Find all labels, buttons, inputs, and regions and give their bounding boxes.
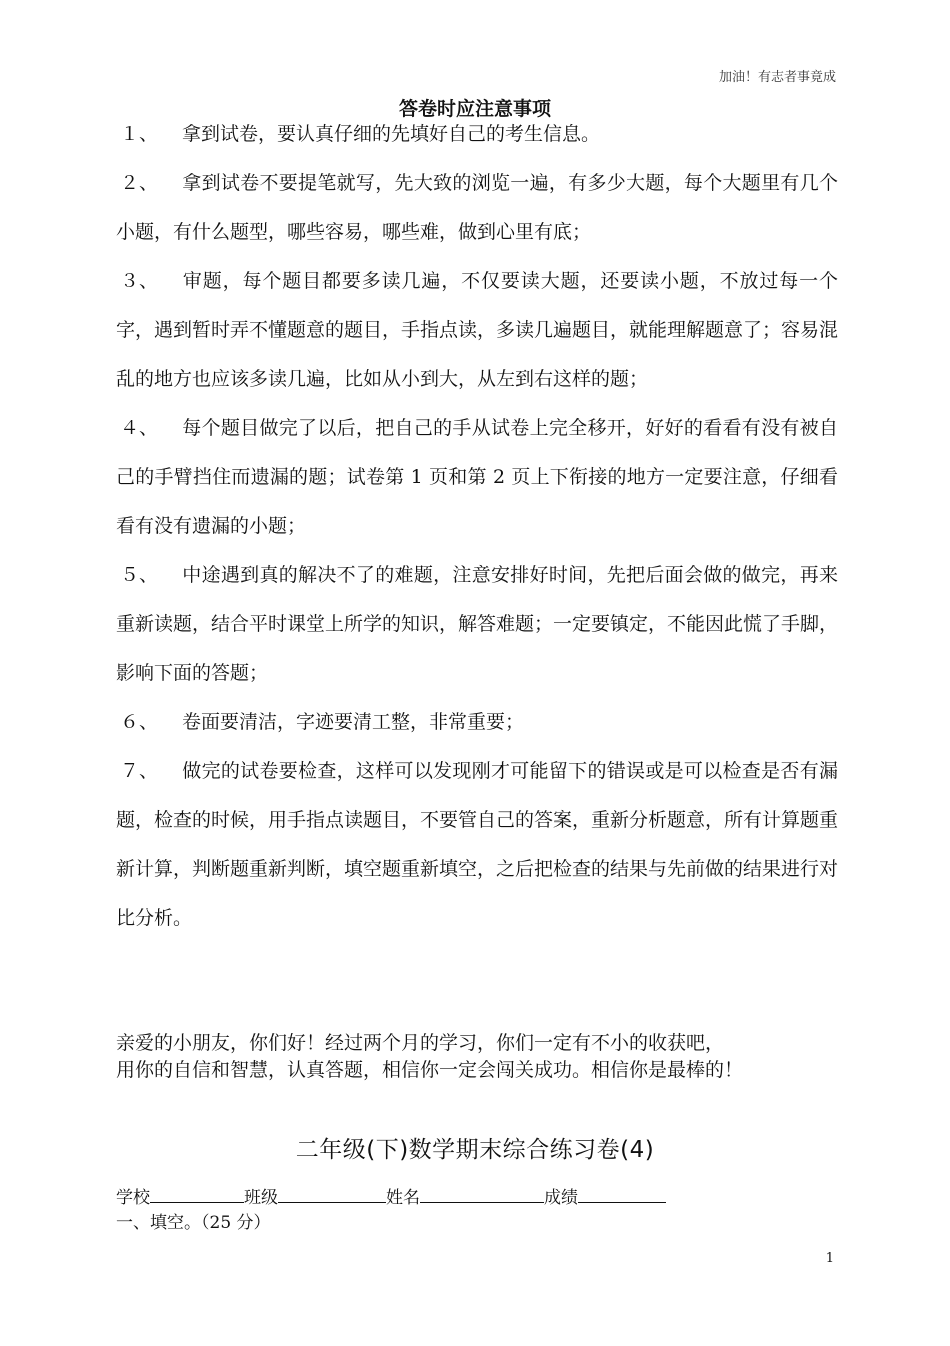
notice-item — [116, 551, 838, 698]
item-text: 每个题目做完了以后，把自己的手从试卷上完全移开，好好的看看有没有被自己的手臂挡住而遗漏的题；试卷第 1 页和第 2 页上下衔接的地方一定要注意，仔细看看有没有遗漏的小题； — [116, 417, 838, 537]
item-number: ４、 — [120, 417, 159, 439]
notice-item — [116, 159, 838, 257]
item-number: ２、 — [120, 172, 159, 194]
class-label: 班级 — [244, 1188, 278, 1208]
score-blank[interactable] — [578, 1186, 666, 1203]
name-blank[interactable] — [420, 1186, 544, 1203]
score-label: 成绩 — [544, 1188, 578, 1208]
item-text: 审题，每个题目都要多读几遍，不仅要读大题，还要读小题，不放过每一个字，遇到暂时弄不懂题意的题目，手指点读，多读几遍题目，就能理解题意了；容易混乱的地方也应该多读几遍，比如从小到大，从左到右这样的题； — [116, 270, 839, 390]
greeting-line: 用你的自信和智慧，认真答题，相信你一定会闯关成功。相信你是最棒的！ — [116, 1059, 744, 1081]
page-number: 1 — [825, 1251, 834, 1266]
school-blank[interactable] — [150, 1186, 244, 1203]
item-number: ７、 — [120, 760, 159, 782]
item-number: １、 — [120, 123, 159, 145]
section-heading: 一、填空。（25 分） — [116, 1213, 271, 1233]
notice-list — [116, 110, 838, 943]
exam-title: 二年级(下)数学期末综合练习卷(4) — [295, 1137, 655, 1163]
item-text: 做完的试卷要检查，这样可以发现刚才可能留下的错误或是可以检查是否有漏题，检查的时候，用手指点读题目，不要管自己的答案，重新分析题意，所有计算题重新计算，判断题重新判断，填空题重新填空，之后把检查的结果与先前做的结果进行对比分析。 — [116, 760, 839, 929]
notice-item — [116, 404, 838, 551]
item-text: 拿到试卷，要认真仔细的先填好自己的考生信息。 — [182, 123, 601, 145]
notice-item — [116, 698, 838, 747]
name-label: 姓名 — [386, 1188, 420, 1208]
notice-item — [116, 747, 838, 943]
notice-item — [116, 110, 838, 159]
item-text: 卷面要清洁，字迹要清工整，非常重要； — [182, 711, 525, 733]
notice-item — [116, 257, 838, 404]
item-number: ５、 — [120, 564, 159, 586]
school-label: 学校 — [116, 1188, 150, 1208]
notice-title: 答卷时应注意事项 — [398, 98, 551, 120]
class-blank[interactable] — [278, 1186, 386, 1203]
greeting-paragraph — [116, 1030, 846, 1084]
item-number: ６、 — [120, 711, 159, 733]
item-text: 拿到试卷不要提笔就写，先大致的浏览一遍，有多少大题，每个大题里有几个小题，有什么题型，哪些容易，哪些难，做到心里有底； — [116, 172, 838, 243]
item-number: ３、 — [120, 270, 159, 292]
greeting-line: 亲爱的小朋友，你们好！经过两个月的学习，你们一定有不小的收获吧， — [116, 1032, 725, 1054]
header-motto: 加油！有志者事竟成 — [718, 70, 836, 85]
item-text: 中途遇到真的解决不了的难题，注意安排好时间，先把后面会做的做完，再来重新读题，结合平时课堂上所学的知识，解答难题；一定要镇定，不能因此慌了手脚，影响下面的答题； — [116, 564, 839, 684]
student-info-line — [116, 1183, 666, 1208]
